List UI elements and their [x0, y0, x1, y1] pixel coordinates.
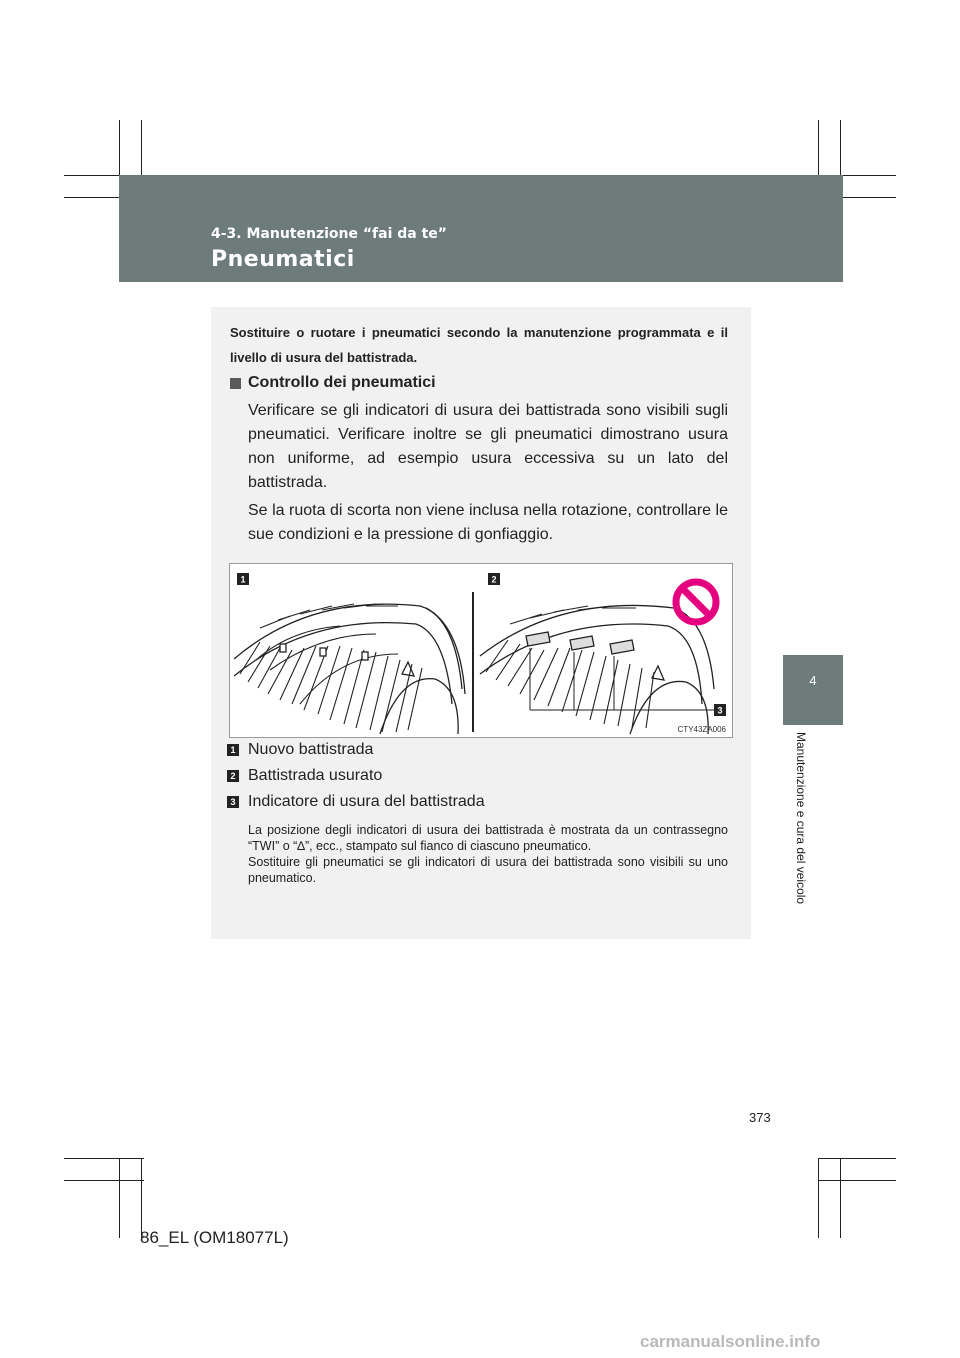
- legend-label: Nuovo battistrada: [248, 741, 374, 758]
- square-bullet-icon: [230, 378, 241, 389]
- chapter-number: 4: [809, 673, 817, 688]
- subheading-text: Controllo dei pneumatici: [248, 374, 436, 391]
- content-box: [211, 307, 751, 939]
- crop-mark: [840, 1158, 841, 1238]
- new-tread-tire: [234, 604, 465, 734]
- crop-mark: [818, 1180, 896, 1181]
- crop-mark: [119, 1158, 120, 1238]
- chapter-label: Manutenzione e cura del veicolo: [794, 732, 808, 905]
- page-title: Pneumatici: [211, 247, 355, 272]
- subheading: [230, 374, 436, 392]
- note: [248, 822, 728, 886]
- callout-1: 1: [240, 574, 246, 585]
- legend-label: Battistrada usurato: [248, 767, 383, 784]
- footer-code: 86_EL (OM18077L): [140, 1228, 289, 1247]
- number-badge: 1: [227, 744, 239, 756]
- watermark: carmanualsonline.info: [640, 1332, 821, 1351]
- chapter-tab: [783, 655, 843, 725]
- crop-mark: [141, 1158, 142, 1238]
- header-band: [119, 175, 843, 282]
- figure-code: CTY43ZA006: [677, 725, 726, 734]
- worn-tread-tire: [480, 605, 714, 734]
- note-paragraph: La posizione degli indicatori di usura dei battistrada è mostrata da un contrassegno “TWI” o “∆”, ecc., stampato sul fianco di ciascuno pneumatico.: [248, 823, 728, 853]
- callout-3: 3: [717, 705, 723, 716]
- page-number: 373: [749, 1110, 771, 1125]
- legend-label: Indicatore di usura del battistrada: [248, 793, 485, 810]
- legend-item: [227, 793, 485, 811]
- note-paragraph: Sostituire gli pneumatici se gli indicatori di usura dei battistrada sono visibili su uno pneumatico.: [248, 855, 728, 885]
- callout-2: 2: [491, 574, 497, 585]
- intro-text: Sostituire o ruotare i pneumatici secondo la manutenzione programmata e il livello di usura del battistrada.: [230, 325, 728, 365]
- prohibition-icon: [676, 582, 716, 622]
- legend-item: [227, 767, 382, 785]
- paragraph: Verificare se gli indicatori di usura dei battistrada sono visibili sugli pneumatici. Verificare inoltre se gli pneumatici dimostrano usura non uniforme, ad esempio usura eccessiva su un lato del battistrada.: [248, 402, 728, 491]
- number-badge: 3: [227, 796, 239, 808]
- number-badge: 2: [227, 770, 239, 782]
- legend-item: [227, 741, 373, 759]
- crop-mark: [64, 1180, 144, 1181]
- crop-mark: [64, 1158, 144, 1159]
- crop-mark: [818, 1158, 819, 1238]
- tire-illustration: [230, 564, 732, 737]
- crop-mark: [818, 1158, 896, 1159]
- section-label: 4-3. Manutenzione “fai da te”: [211, 226, 447, 242]
- paragraph: Se la ruota di scorta non viene inclusa nella rotazione, controllare le sue condizioni e la pressione di gonfiaggio.: [248, 502, 728, 543]
- tire-tread-figure: [229, 563, 733, 738]
